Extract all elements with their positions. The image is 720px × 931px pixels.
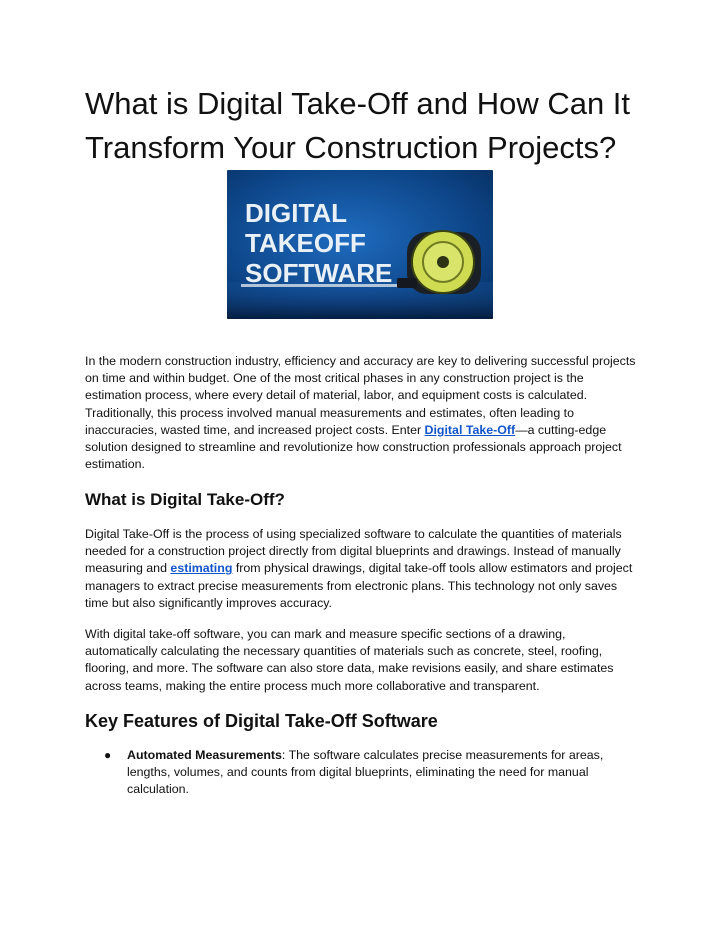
section-heading-what-is: What is Digital Take-Off? xyxy=(85,490,285,509)
intro-text-start: In the modern construction industry, efficiency and accuracy are key to delivering successful projects on time and within budget. One of the most critical phases in any construction project is the estimation process, where every detail of material, labor, and equipment costs is calculated. Traditionally, this process involved manual measurements and estimates, often leading to inaccuracies, wasted time, and increased project costs. Enter xyxy=(85,354,636,437)
hero-line-1: DIGITAL xyxy=(245,198,348,228)
hero-line-3: SOFTWARE xyxy=(245,258,393,288)
section1-text-start: Digital Take-Off is the process of using specialized software to calculate the quantities of materials needed for a construction project directly from digital blueprints and drawings. Instead of manually measuring and xyxy=(85,527,622,576)
feature-text: : The software calculates precise measurements for areas, lengths, volumes, and counts from digital blueprints, eliminating the need for manual calculation. xyxy=(127,748,604,797)
estimating-link[interactable]: estimating xyxy=(170,561,233,576)
section1-paragraph-2: With digital take-off software, you can mark and measure specific sections of a drawing, automatically calculating the necessary quantities of materials such as concrete, steel, roofing, flooring, and more. The software can also store data, make revisions easily, and share estimates across teams, making the entire process much more collaborative and transparent. xyxy=(85,627,614,693)
section1-paragraph-1 xyxy=(85,526,640,612)
tape-measure-illustration xyxy=(227,170,493,319)
bullet-icon: ● xyxy=(104,748,112,762)
article-title: What is Digital Take-Off and How Can It Transform Your Construction Projects? xyxy=(85,86,631,165)
digital-take-off-link[interactable]: Digital Take-Off xyxy=(424,422,516,437)
feature-label: Automated Measurements xyxy=(127,748,282,762)
intro-text-end: —a cutting-edge solution designed to streamline and revolutionize how construction professionals approach project estimation. xyxy=(85,422,622,472)
hero-line-2: TAKEOFF xyxy=(245,228,366,258)
list-item xyxy=(85,747,645,799)
section-heading-key-features: Key Features of Digital Take-Off Software xyxy=(85,711,438,731)
hero-image xyxy=(227,170,493,319)
features-list xyxy=(85,747,645,799)
section1-text-end: from physical drawings, digital take-off tools allow estimators and project managers to extract precise measurements from electronic plans. This technology not only saves time but also significantly improves accuracy. xyxy=(85,561,633,610)
intro-paragraph xyxy=(85,353,640,473)
